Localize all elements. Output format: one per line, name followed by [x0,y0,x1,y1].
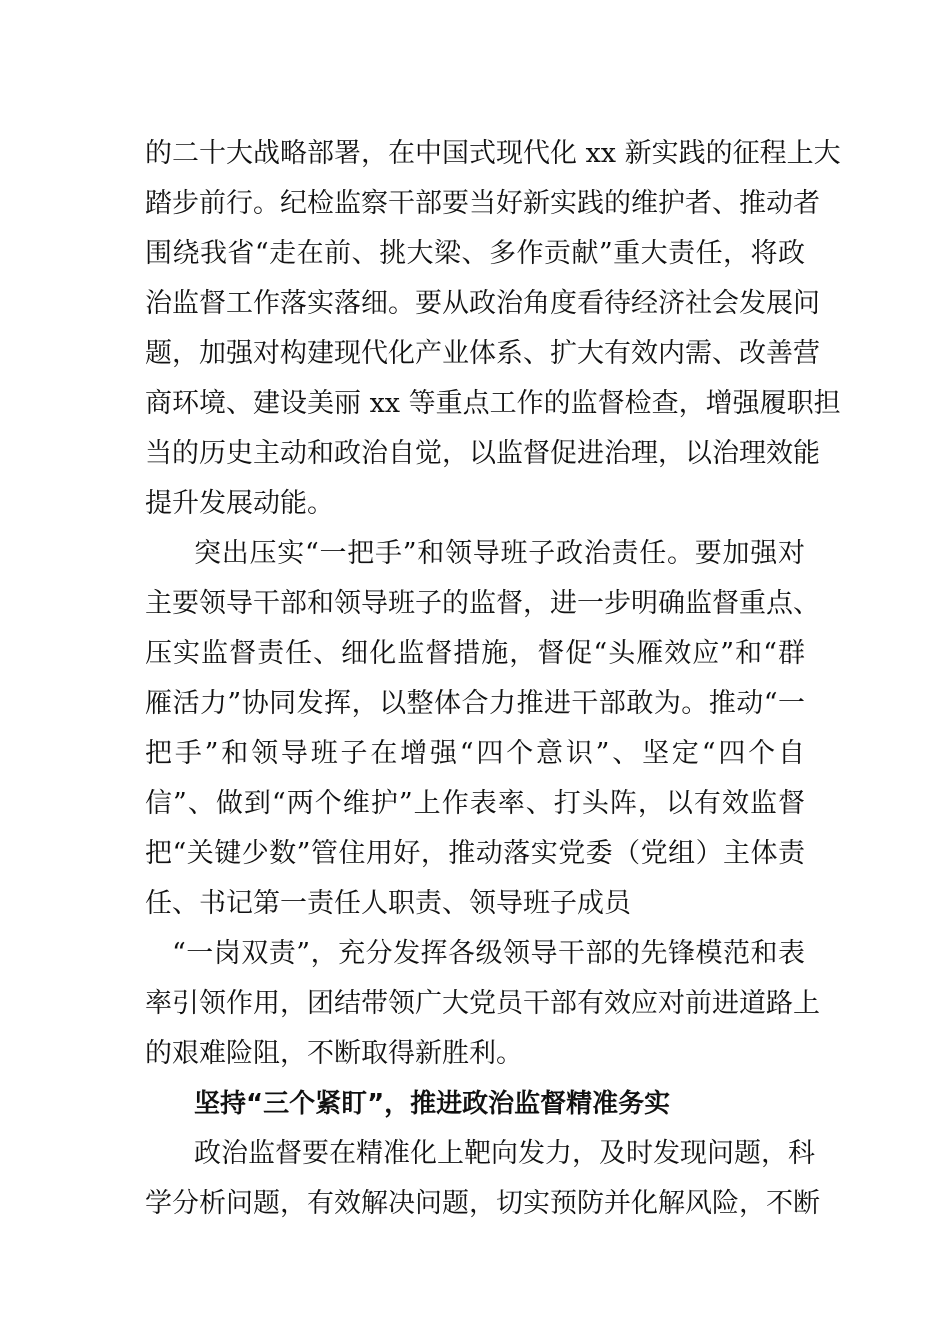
paragraph-4-line-1: 政治监督要在精准化上靶向发力，及时发现问题，科 [194,1138,815,1169]
paragraph-1-line-7: 当的历史主动和政治自觉，以监督促进治理，以治理效能 [145,438,820,469]
paragraph-1-line-8: 提升发展动能。 [145,488,334,519]
paragraph-2-line-1: 突出压实“一把手”和领导班子政治责任。要加强对 [194,538,805,569]
paragraph-1-line-1: 的二十大战略部署，在中国式现代化 xx 新实践的征程上大 [145,138,841,169]
paragraph-3-line-2: 率引领作用，团结带领广大党员干部有效应对前进道路上 [145,988,820,1019]
paragraph-2-line-7: 把“关键少数”管住用好，推动落实党委（党组）主体责 [145,838,805,869]
paragraph-4-line-2: 学分析问题，有效解决问题，切实预防并化解风险，不断 [145,1188,820,1219]
paragraph-3-line-3: 的艰难险阻，不断取得新胜利。 [145,1038,523,1069]
paragraph-2-line-6: 信”、做到“两个维护”上作表率、打头阵，以有效监督 [145,788,805,819]
paragraph-1-line-3: 围绕我省“走在前、挑大梁、多作贡献”重大责任，将政 [145,238,805,269]
paragraph-2-line-3: 压实监督责任、细化监督措施，督促“头雁效应”和“群 [145,638,805,669]
paragraph-2-line-4: 雁活力”协同发挥，以整体合力推进干部敢为。推动“一 [145,688,805,719]
paragraph-1-line-6: 商环境、建设美丽 xx 等重点工作的监督检查，增强履职担 [145,388,841,419]
paragraph-1-line-2: 踏步前行。纪检监察干部要当好新实践的维护者、推动者 [145,188,820,219]
paragraph-1-line-5: 题，加强对构建现代化产业体系、扩大有效内需、改善营 [145,338,820,369]
paragraph-1-line-4: 治监督工作落实落细。要从政治角度看待经济社会发展问 [145,288,820,319]
paragraph-3-line-1: “一岗双责”，充分发挥各级领导干部的先锋模范和表 [172,938,805,969]
paragraph-2-line-5: 把手”和领导班子在增强“四个意识”、坚定“四个自 [145,738,805,769]
paragraph-2-line-2: 主要领导干部和领导班子的监督，进一步明确监督重点、 [145,588,820,619]
section-heading: 坚持“三个紧盯”，推进政治监督精准务实 [194,1089,671,1119]
paragraph-2-line-8: 任、书记第一责任人职责、领导班子成员 [145,888,631,919]
